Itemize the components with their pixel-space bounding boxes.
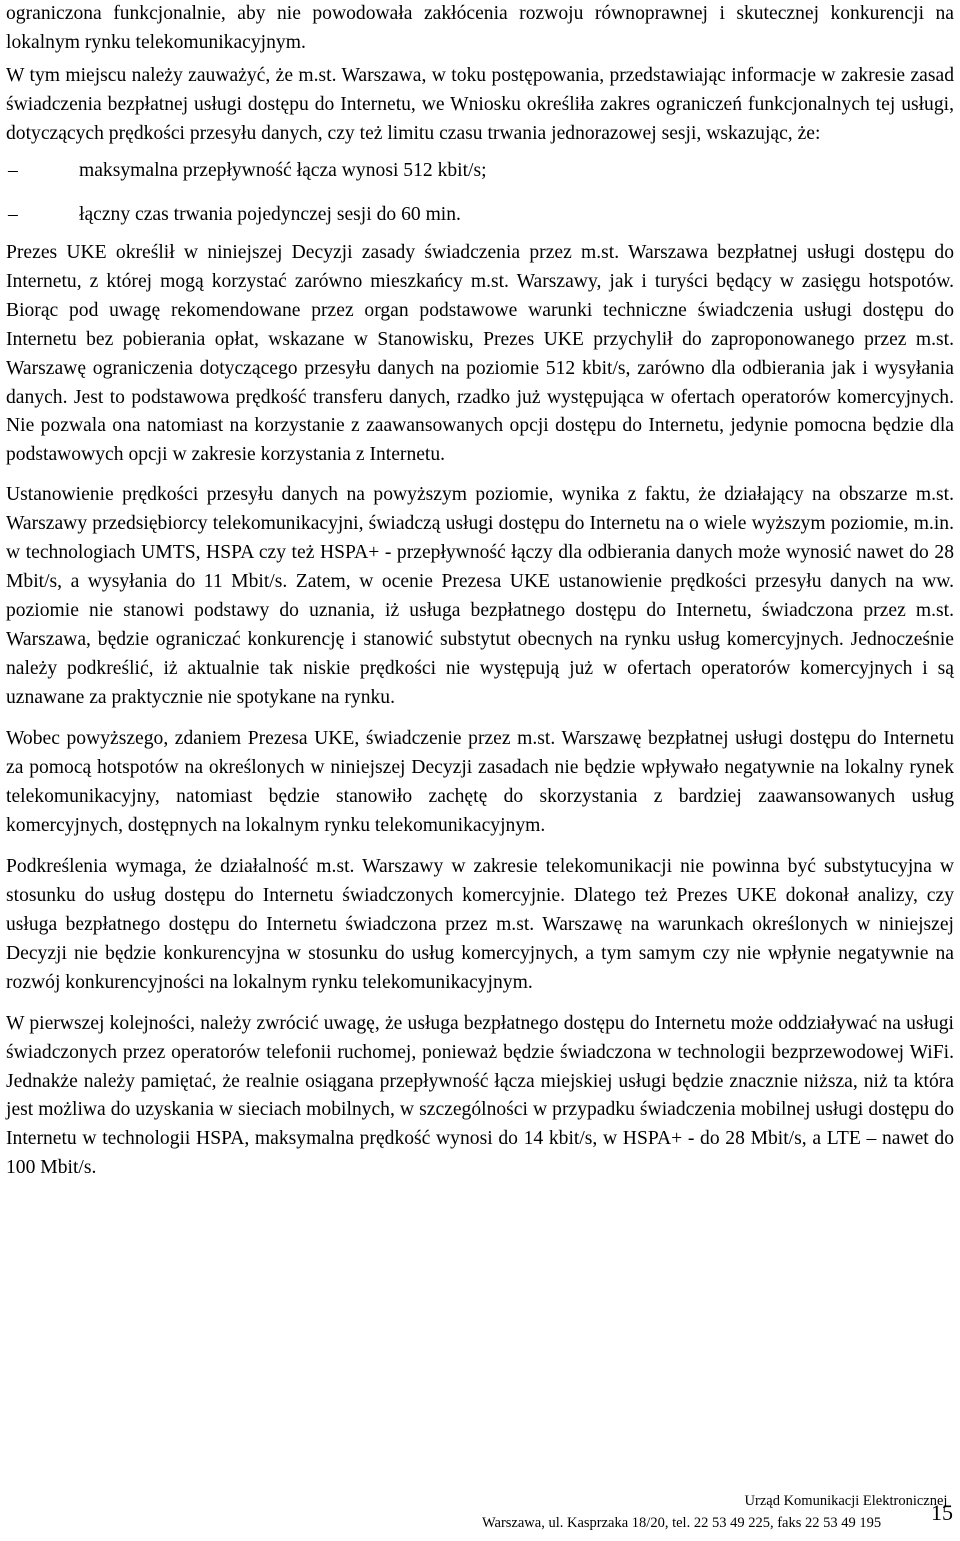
page-footer [0,1492,960,1541]
bullet-list [6,156,954,229]
paragraph: Podkreślenia wymaga, że działalność m.st. Warszawy w zakresie telekomunikacji nie powinna być substytucyjna w stosunku do usług dostępu do Internetu świadczonych komercyjnie. Dlatego też Prezes UKE dokonał analizy, czy usługa bezpłatnego dostępu do Internetu świadczona przez m.st. Warszawę na warunkach określonych w niniejszej Decyzji nie będzie konkurencyjna w stosunku do usług komercyjnych, a tym samym czy nie wpłynie negatywnie na rozwój konkurencyjności na lokalnym rynku telekomunikacyjnym. [6,855,954,993]
list-item [6,156,954,185]
paragraph: Wobec powyższego, zdaniem Prezesa UKE, świadczenie przez m.st. Warszawę bezpłatnej usługi dostępu do Internetu za pomocą hotspotów na określonych w niniejszej Decyzji zasadach nie będzie wpływało negatywnie na lokalny rynek telekomunikacyjny, natomiast będzie stanowiło zachętę do skorzystania z bardziej zaawansowanych usług komercyjnych, dostępnych na lokalnym rynku telekomunikacyjnym. [6,728,954,836]
list-item [6,200,954,229]
page-number: 15 [931,1500,953,1525]
paragraph: ograniczona funkcjonalnie, aby nie powodowała zakłócenia rozwoju równoprawnej i skutecznej konkurencji na lokalnym rynku telekomunikacyjnym. [6,3,954,53]
document-body [6,0,954,1183]
paragraph: Ustanowienie prędkości przesyłu danych na powyższym poziomie, wynika z faktu, że działający na obszarze m.st. Warszawy przedsiębiorcy telekomunikacyjni, świadczą usługi dostępu do Internetu na o wiele wyższym poziomie, m.in. w technologiach UMTS, HSPA czy też HSPA+ - przepływność łączy dla odbierania danych może wynosić nawet do 28 Mbit/s, a wysyłania do 11 Mbit/s. Zatem, w ocenie Prezesa UKE ustanowienie prędkości przesyłu danych na ww. poziomie nie stanowi podstawy do uznania, iż usługa bezpłatnego dostępu do Internetu, świadczona przez m.st. Warszawa, będzie ograniczać konkurencję i stanowić substytut obecnych na rynku usług komercyjnych. Jednocześnie należy podkreślić, iż aktualnie tak niskie prędkości nie występują już w ofertach operatorów komercyjnych i są uznawane za praktycznie nie spotykane na rynku. [6,484,954,709]
paragraph: W pierwszej kolejności, należy zwrócić uwagę, że usługa bezpłatnego dostępu do Internetu może oddziaływać na usługi świadczonych przez operatorów telefonii ruchomej, ponieważ będzie świadczona w technologii bezprzewodowej WiFi. Jednakże należy pamiętać, że realnie osiągana przepływność łącza miejskiej usługi będzie znacznie niższa, niż ta która jest możliwa do uzyskania w sieciach mobilnych, w szczególności w przypadku świadczenia mobilnej usługi dostępu do Internetu w technologii HSPA, maksymalna prędkość wynosi do 14 kbit/s, w HSPA+ - do 28 Mbit/s, a LTE – nawet do 100 Mbit/s. [6,1012,954,1179]
paragraph: W tym miejscu należy zauważyć, że m.st. Warszawa, w toku postępowania, przedstawiając informacje w zakresie zasad świadczenia bezpłatnej usługi dostępu do Internetu, we Wniosku określiła zakres ograniczeń funkcjonalnych tej usługi, dotyczących prędkości przesyłu danych, czy też limitu czasu trwania jednorazowej sesji, wskazując, że: [6,64,954,144]
list-item-text: maksymalna przepływność łącza wynosi 512 kbit/s; [79,159,487,181]
list-item-text: łączny czas trwania pojedynczej sesji do 60 min. [79,203,461,225]
footer-address: Warszawa, ul. Kasprzaka 18/20, tel. 22 53 49 225, faks 22 53 49 195 [482,1515,882,1531]
dash-bullet-icon: – [8,159,18,181]
footer-organization: Urząd Komunikacji Elektronicznej [744,1493,948,1509]
dash-bullet-icon: – [8,203,18,225]
paragraph: Prezes UKE określił w niniejszej Decyzji zasady świadczenia przez m.st. Warszawa bezpłatnej usługi dostępu do Internetu, z której mogą korzystać zarówno mieszkańcy m.st. Warszawy, jak i turyści będący w zasięgu hotspotów. Biorąc pod uwagę rekomendowane przez organ podstawowe warunki techniczne świadczenia usługi dostępu do Internetu bez pobierania opłat, wskazane w Stanowisku, Prezes UKE przychylił do zaproponowanego przez m.st. Warszawę ograniczenia dotyczącego przesyłu danych na poziomie 512 kbit/s, zarówno dla odbierania jak i wysyłania danych. Jest to podstawowa prędkość transferu danych, rzadko już występująca w ofertach operatorów komercyjnych. Nie pozwala ona natomiast na korzystanie z zaawansowanych opcji dostępu do Internetu, jedynie pomocna będzie dla podstawowych opcji w zakresie korzystania z Internetu. [6,241,954,466]
